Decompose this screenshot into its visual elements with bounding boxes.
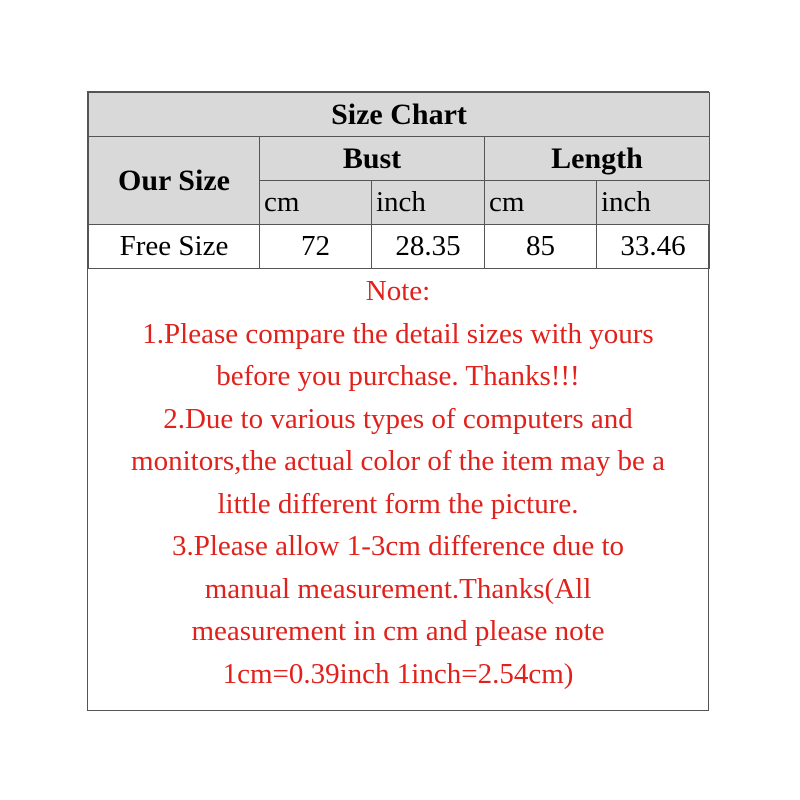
length-inch-unit: inch [597,181,710,225]
note-line: before you purchase. Thanks!!! [216,360,580,392]
note-line: manual measurement.Thanks(All [204,572,592,605]
chart-title: Size Chart [89,93,710,137]
bust-cm-unit: cm [260,181,372,225]
length-cm-unit: cm [485,181,597,225]
note-line: little different form the picture. [217,487,579,520]
note-heading: Note: [365,275,431,307]
size-note [88,270,708,695]
bust-cm-value: 72 [260,225,372,269]
length-inch-value: 33.46 [597,225,710,269]
table-row [89,225,710,269]
bust-header: Bust [260,137,485,181]
length-header: Length [485,137,710,181]
bust-inch-value: 28.35 [372,225,485,269]
note-line: 3.Please allow 1-3cm difference due to [171,530,625,562]
size-chart-table [88,92,710,269]
size-value: Free Size [89,225,260,269]
note-line: 1.Please compare the detail sizes with yours [142,317,654,350]
size-chart-sheet [87,91,709,711]
note-line: 2.Due to various types of computers and [163,402,633,435]
note-line: measurement in cm and please note [191,615,605,647]
our-size-header: Our Size [89,137,260,225]
bust-inch-unit: inch [372,181,485,225]
note-line: monitors,the actual color of the item may be a [131,445,665,477]
note-line: 1cm=0.39inch 1inch=2.54cm) [222,657,574,690]
length-cm-value: 85 [485,225,597,269]
